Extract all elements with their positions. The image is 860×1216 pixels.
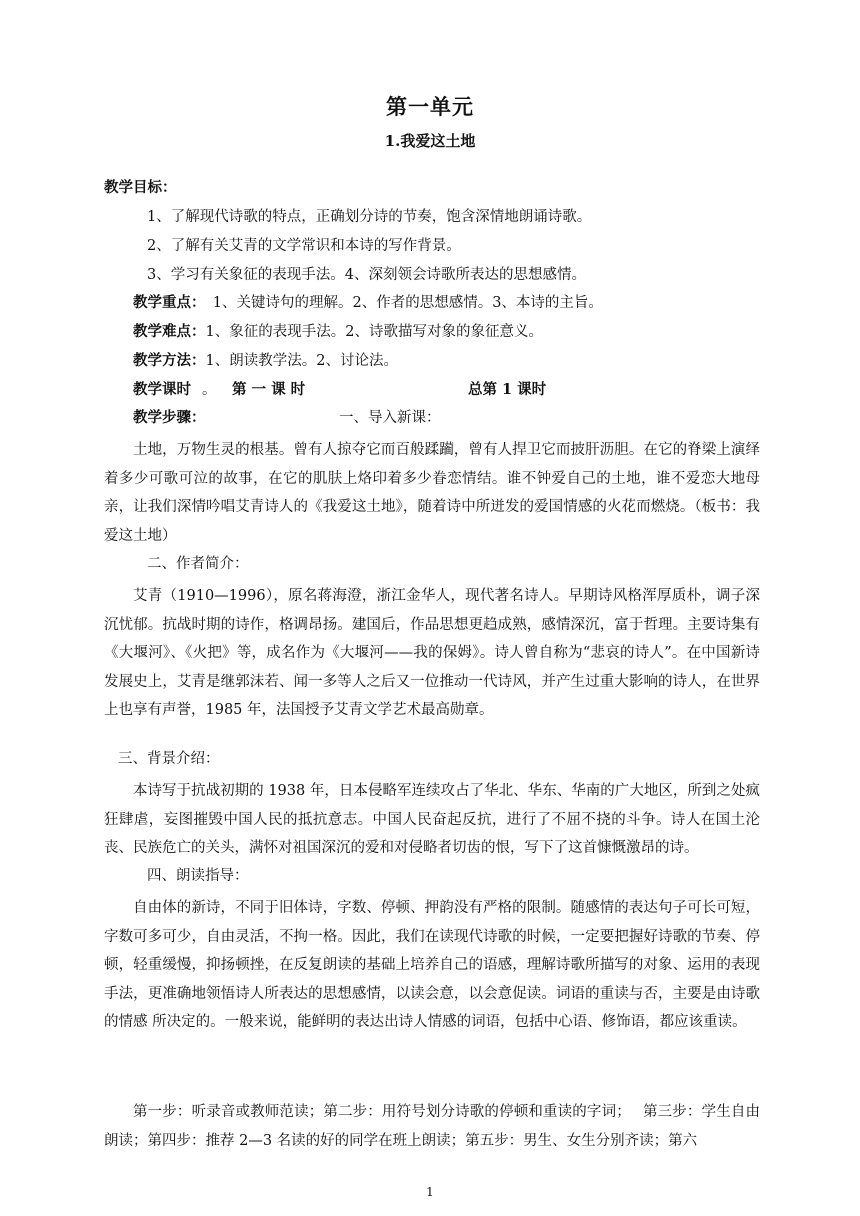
difficulties-label: 教学难点： xyxy=(133,323,206,340)
key-points xyxy=(133,293,603,313)
objective-item: 2、了解有关艾青的文学常识和本诗的写作背景。 xyxy=(147,238,461,254)
methods-text: 1、朗读教学法。2、讨论法。 xyxy=(205,353,398,369)
intro-paragraph: 土地，万物生灵的根基。曾有人掠夺它而百般蹂躏，曾有人捍卫它而披肝沥胆。在它的脊梁上演绎着多少可歌可泣的故事，在它的肌肤上烙印着多少眷恋情结。谁不钟爱自己的土地，谁不爱恋大地母亲，让我们深情吟唱艾青诗人的《我爱这土地》，随着诗中所迸发的爱国情感的火花而燃烧。（板书：我爱这土地） xyxy=(104,442,760,544)
hours-dot: 。 xyxy=(202,382,217,398)
background-paragraph: 本诗写于抗战初期的 1938 年，日本侵略军连续攻占了华北、华东、华南的广大地区，所到之处疯狂肆虐，妄图摧毁中国人民的抵抗意志。中国人民奋起反抗，进行了不屈不挠的斗争。诗人在国土沦丧、民族危亡的关头，满怀对祖国深沉的爱和对侵略者切齿的恨，写下了这首慷慨激昂的诗。 xyxy=(104,783,760,857)
lesson-title: 1.我爱这土地 xyxy=(384,132,476,150)
objectives-heading: 教学目标： xyxy=(104,179,177,196)
difficulties xyxy=(133,322,543,342)
page-title: 第一单元 xyxy=(386,94,474,119)
hours-label: 教学课时 xyxy=(133,381,191,398)
objective-item: 3、学习有关象征的表现手法。4、深刻领会诗歌所表达的思想感情。 xyxy=(147,267,586,283)
author-paragraph: 艾青（1910—1996），原名蒋海澄，浙江金华人，现代著名诗人。早期诗风格浑厚质朴，调子深沉忧郁。抗战时期的诗作，格调昂扬。建国后，作品思想更趋成熟，感情深沉，富于哲理。主要诗集有《大堰河》、《火把》等，成名作为《大堰河——我的保姆》。诗人曾自称为“悲哀的诗人”。在中国新诗发展史上，艾青是继郭沫若、闻一多等人之后又一位推动一代诗风，并产生过重大影响的诗人，在世界上也享有声誉，1985 年，法国授予艾青文学艺术最高勋章。 xyxy=(104,588,760,719)
methods-label: 教学方法： xyxy=(133,352,206,369)
page-number: 1 xyxy=(426,1185,434,1199)
reading-heading: 四、朗读指导： xyxy=(147,868,249,884)
lesson-number: 第 一 课 时 xyxy=(232,381,306,398)
objective-item: 1、了解现代诗歌的特点，正确划分诗的节奏，饱含深情地朗诵诗歌。 xyxy=(147,209,592,225)
key-points-text: 1、关键诗句的理解。2、作者的思想感情。3、本诗的主旨。 xyxy=(198,295,603,311)
intro-heading: 一、导入新课： xyxy=(339,410,441,426)
steps-label: 教学步骤： xyxy=(133,409,206,426)
author-heading: 二、作者简介： xyxy=(147,556,249,572)
reading-paragraph: 自由体的新诗，不同于旧体诗，字数、停顿、押韵没有严格的限制。随感情的表达句子可长可短，字数可多可少，自由灵活，不拘一格。因此，我们在读现代诗歌的时候，一定要把握好诗歌的节奏、停顿，轻重缓慢，抑扬顿挫，在反复朗读的基础上培养自己的语感，理解诗歌所描写的对象、运用的表现手法，更准确地领悟诗人所表达的思想感情，以读会意，以会意促读。词语的重读与否，主要是由诗歌的情感 所决定的。一般来说，能鲜明的表达出诗人情感的词语，包括中心语、修饰语，都应该重读。 xyxy=(104,900,760,1031)
background-heading: 三、背景介绍： xyxy=(118,751,220,767)
key-points-label: 教学重点： xyxy=(133,294,199,311)
steps-paragraph: 第一步：听录音或教师范读；第二步：用符号划分诗歌的停顿和重读的字词； 第三步：学生自由朗读；第四步：推荐 2—3 名读的好的同学在班上朗读；第五步：男生、女生分别齐读；第六 xyxy=(104,1104,760,1149)
total-lessons: 总第 1 课时 xyxy=(468,381,547,398)
difficulties-text: 1、象征的表现手法。2、诗歌描写对象的象征意义。 xyxy=(205,324,543,340)
methods xyxy=(133,351,398,371)
